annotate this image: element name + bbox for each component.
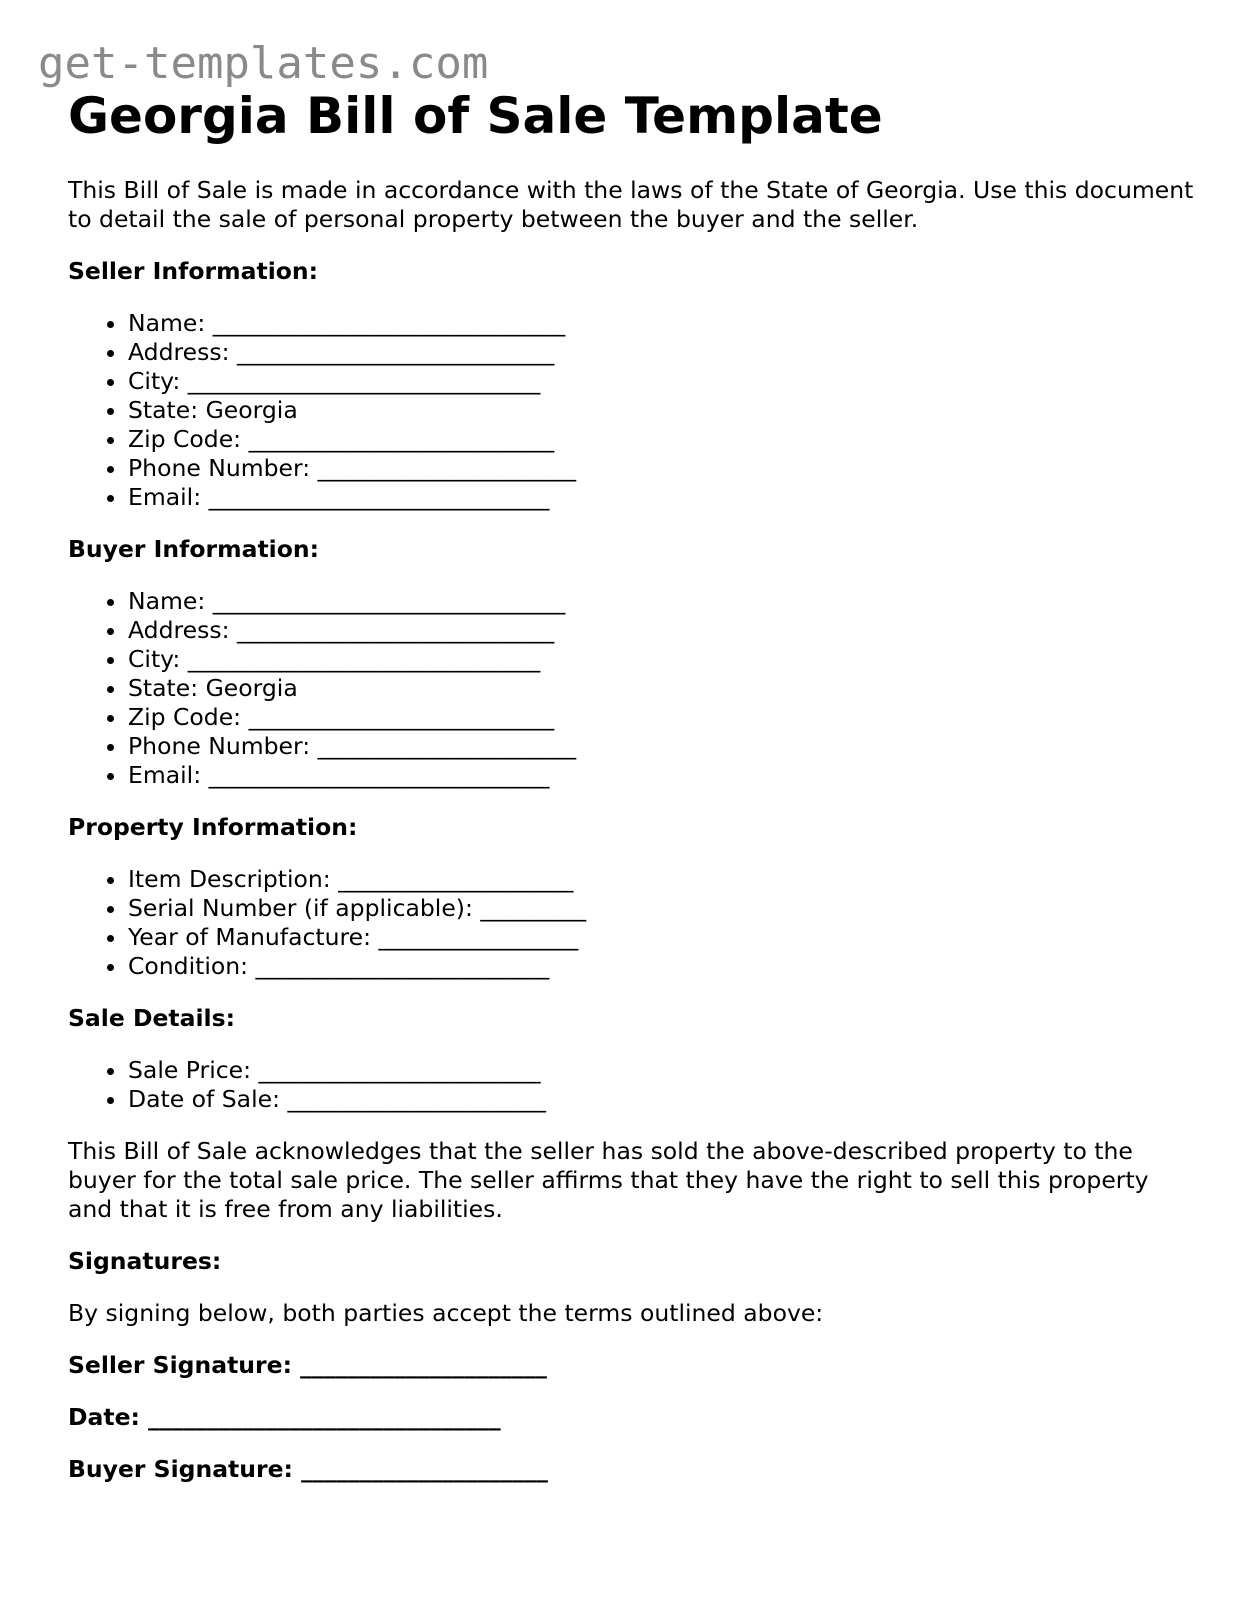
date-of-sale-field: • Date of Sale: ______________________ bbox=[128, 1085, 1198, 1114]
seller-zip-field: • Zip Code: __________________________ bbox=[128, 425, 1198, 454]
serial-number-field: • Serial Number (if applicable): _________ bbox=[128, 894, 1198, 923]
document-body bbox=[68, 86, 1198, 1484]
buyer-email-field: • Email: _____________________________ bbox=[128, 761, 1198, 790]
seller-phone-field: • Phone Number: ______________________ bbox=[128, 454, 1198, 483]
item-description-field: • Item Description: ____________________ bbox=[128, 865, 1198, 894]
seller-fields bbox=[68, 309, 1198, 512]
condition-field: • Condition: _________________________ bbox=[128, 952, 1198, 981]
seller-signature-line: Seller Signature: _____________________ bbox=[68, 1351, 547, 1379]
buyer-state-field: • State: Georgia bbox=[128, 674, 1198, 703]
acknowledgement-paragraph: This Bill of Sale acknowledges that the seller has sold the above-described property to the buyer for the total sale price. The seller affirms that they have the right to sell this property and that it is free from any liabilities. bbox=[68, 1137, 1149, 1223]
buyer-city-field: • City: ______________________________ bbox=[128, 645, 1198, 674]
seller-heading: Seller Information: bbox=[68, 257, 319, 285]
buyer-signature-line: Buyer Signature: _____________________ bbox=[68, 1455, 548, 1483]
sale-price-field: • Sale Price: ________________________ bbox=[128, 1056, 1198, 1085]
buyer-address-field: • Address: ___________________________ bbox=[128, 616, 1198, 645]
property-fields bbox=[68, 865, 1198, 981]
seller-name-field: • Name: ______________________________ bbox=[128, 309, 1198, 338]
sale-fields bbox=[68, 1056, 1198, 1114]
signatures-heading: Signatures: bbox=[68, 1247, 222, 1275]
watermark: get-templates.com bbox=[38, 38, 489, 89]
buyer-phone-field: • Phone Number: ______________________ bbox=[128, 732, 1198, 761]
buyer-heading: Buyer Information: bbox=[68, 535, 320, 563]
buyer-zip-field: • Zip Code: __________________________ bbox=[128, 703, 1198, 732]
sale-heading: Sale Details: bbox=[68, 1004, 235, 1032]
intro-paragraph: This Bill of Sale is made in accordance with the laws of the State of Georgia. Use this document to detail the sale of personal property between the buyer and the seller. bbox=[68, 176, 1194, 233]
buyer-name-field: • Name: ______________________________ bbox=[128, 587, 1198, 616]
seller-state-field: • State: Georgia bbox=[128, 396, 1198, 425]
year-of-manufacture-field: • Year of Manufacture: _________________ bbox=[128, 923, 1198, 952]
property-heading: Property Information: bbox=[68, 813, 358, 841]
seller-email-field: • Email: _____________________________ bbox=[128, 483, 1198, 512]
seller-city-field: • City: ______________________________ bbox=[128, 367, 1198, 396]
page-title: Georgia Bill of Sale Template bbox=[68, 87, 883, 145]
signature-date-line: Date: ______________________________ bbox=[68, 1403, 501, 1431]
buyer-fields bbox=[68, 587, 1198, 790]
signatures-statement: By signing below, both parties accept the terms outlined above: bbox=[68, 1299, 824, 1327]
seller-address-field: • Address: ___________________________ bbox=[128, 338, 1198, 367]
